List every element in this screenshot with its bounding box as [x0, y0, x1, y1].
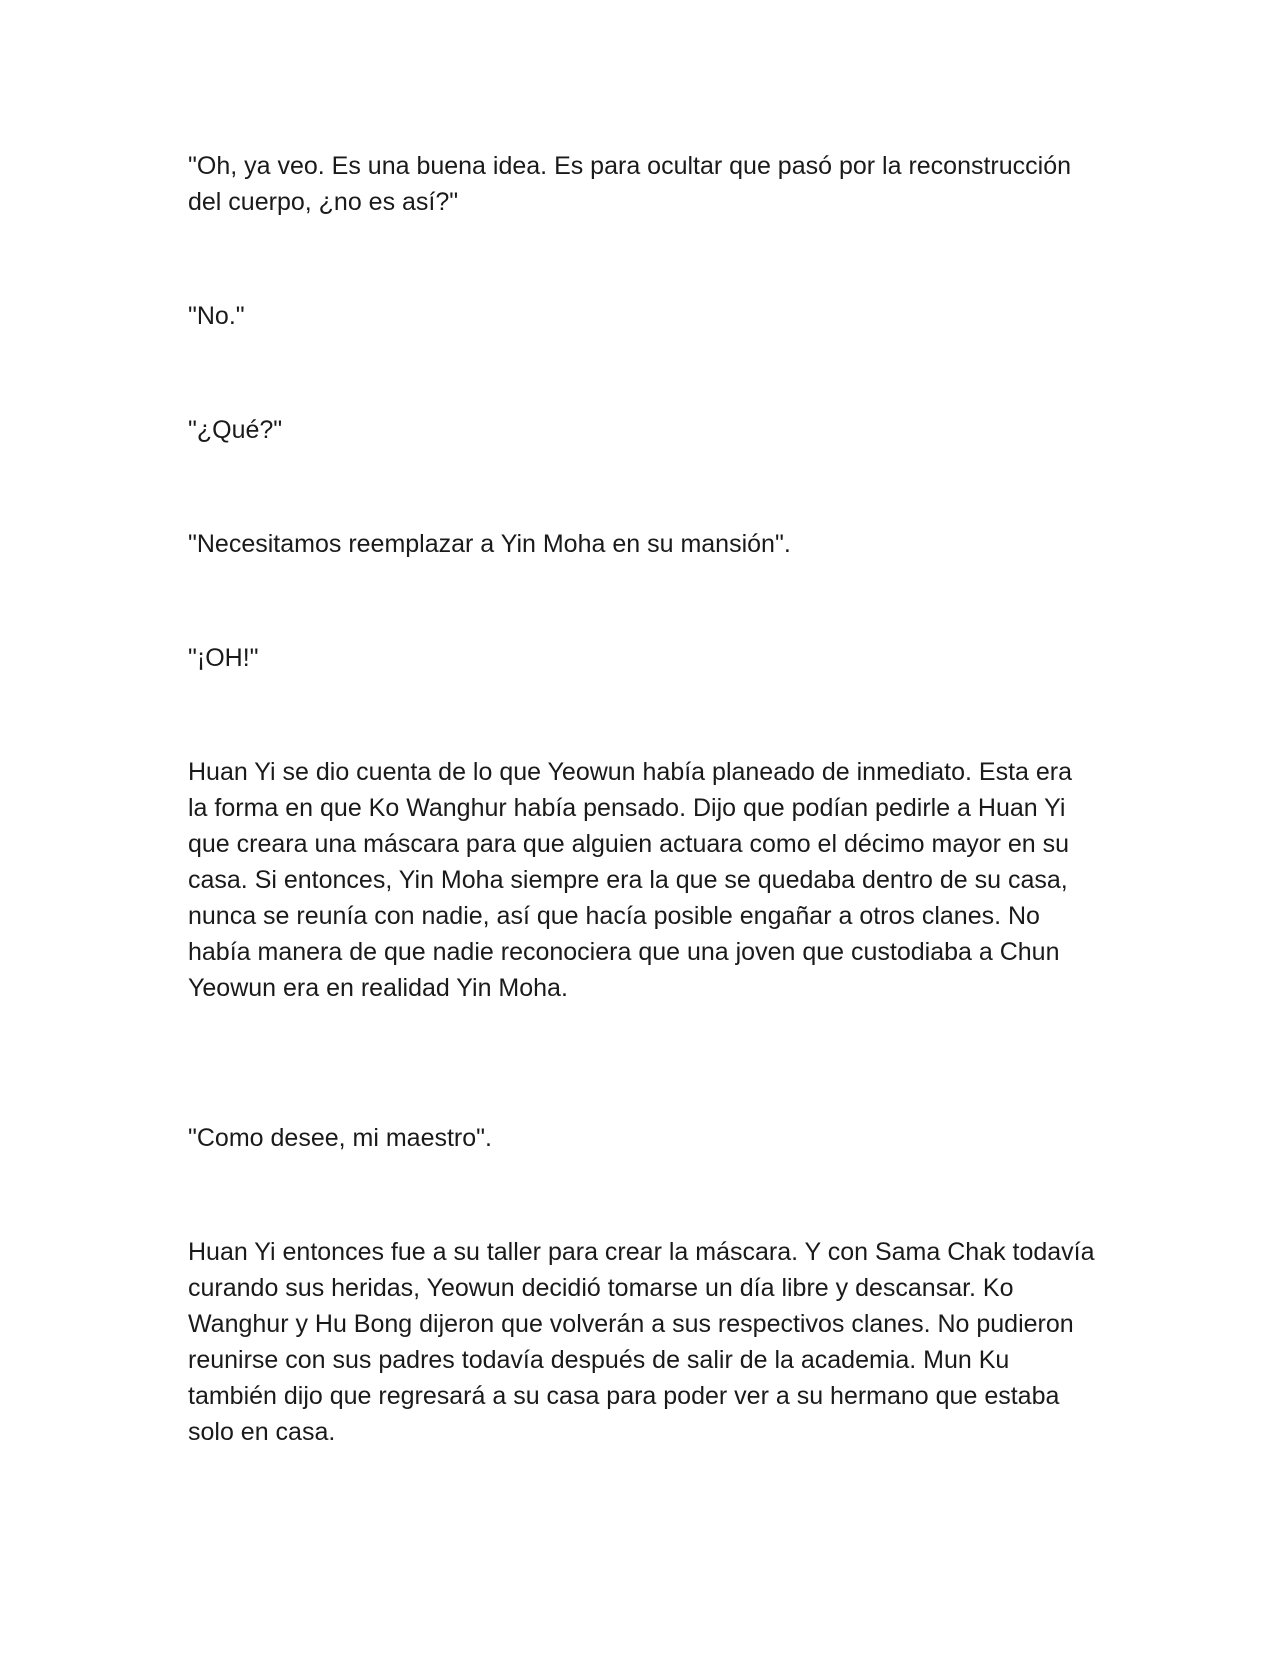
paragraph-dialogue-no: "No."	[188, 302, 245, 330]
paragraph-dialogue-como-desee: "Como desee, mi maestro".	[188, 1124, 492, 1152]
paragraph-dialogue-necesitamos: "Necesitamos reemplazar a Yin Moha en su mansión".	[188, 530, 791, 558]
paragraph-narration-huan-yi-workshop: Huan Yi entonces fue a su taller para crear la máscara. Y con Sama Chak todavía curando sus heridas, Yeowun decidió tomarse un día libre y descansar. Ko Wanghur y Hu Bong dijeron que volverán a sus respectivos clanes. No pudieron reunirse con sus padres todavía después de salir de la academia. Mun Ku también dijo que regresará a su casa para poder ver a su hermano que estaba solo en casa.	[188, 1238, 1095, 1446]
paragraph-narration-huan-yi-realized: Huan Yi se dio cuenta de lo que Yeowun había planeado de inmediato. Esta era la forma en que Ko Wanghur había pensado. Dijo que podían pedirle a Huan Yi que creara una máscara para que alguien actuara como el décimo mayor en su casa. Si entonces, Yin Moha siempre era la que se quedaba dentro de su casa, nunca se reunía con nadie, así que hacía posible engañar a otros clanes. No había manera de que nadie reconociera que una joven que custodiaba a Chun Yeowun era en realidad Yin Moha.	[188, 758, 1073, 1002]
paragraph-dialogue-oh: "¡OH!"	[188, 644, 259, 672]
paragraph-dialogue-que: "¿Qué?"	[188, 416, 283, 444]
paragraph-dialogue-oh-ya-veo: "Oh, ya veo. Es una buena idea. Es para ocultar que pasó por la reconstrucción del cuerpo, ¿no es así?"	[188, 152, 1072, 216]
